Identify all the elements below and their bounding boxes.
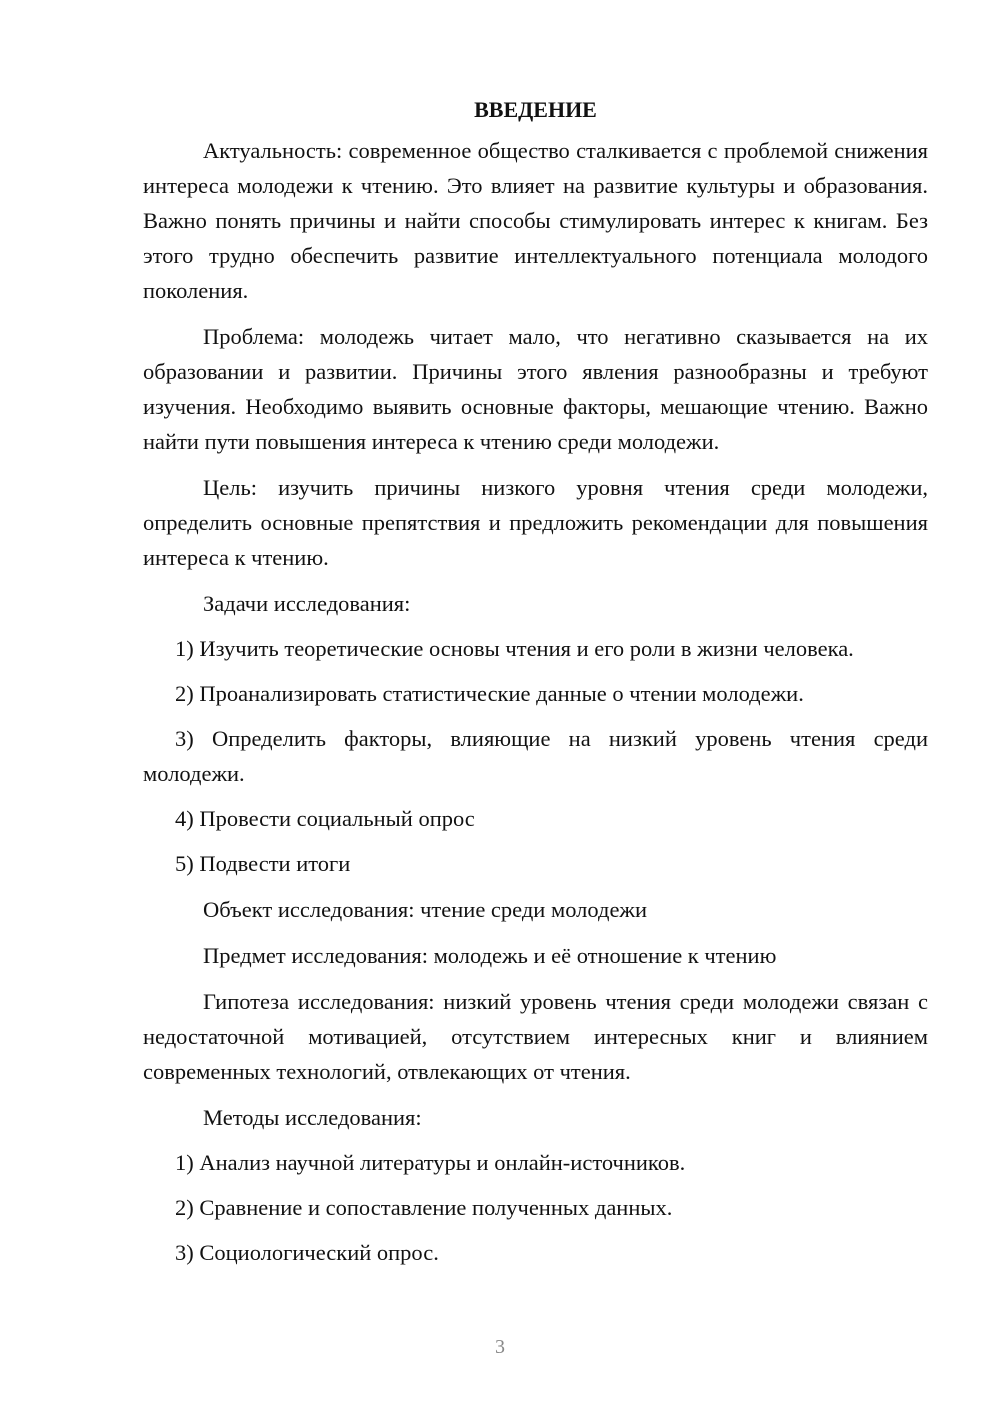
goal-paragraph: Цель: изучить причины низкого уровня чтения среди молодежи, определить основные препятствия и предложить рекомендации для повышения интереса к чтению.	[143, 475, 928, 570]
task-item-1: 1) Изучить теоретические основы чтения и его роли в жизни человека.	[175, 636, 854, 661]
task-item-5: 5) Подвести итоги	[175, 851, 351, 876]
subject-line: Предмет исследования: молодежь и её отношение к чтению	[203, 943, 777, 968]
method-item-2: 2) Сравнение и сопоставление полученных данных.	[175, 1195, 673, 1220]
page-title: ВВЕДЕНИЕ	[474, 97, 597, 122]
methods-heading: Методы исследования:	[203, 1105, 422, 1130]
tasks-heading: Задачи исследования:	[203, 591, 411, 616]
object-line: Объект исследования: чтение среди молодежи	[203, 897, 648, 922]
hypothesis-paragraph: Гипотеза исследования: низкий уровень чтения среди молодежи связан с недостаточной мотивацией, отсутствием интересных книг и влиянием современных технологий, отвлекающих от чтения.	[143, 989, 928, 1084]
problem-paragraph: Проблема: молодежь читает мало, что негативно сказывается на их образовании и развитии. Причины этого явления разнообразны и требуют изучения. Необходимо выявить основные факторы, мешающие чтению. Важно найти пути повышения интереса к чтению среди молодежи.	[143, 324, 928, 454]
relevance-paragraph: Актуальность: современное общество сталкивается с проблемой снижения интереса молодежи к чтению. Это влияет на развитие культуры и образования. Важно понять причины и найти способы стимулировать интерес к книгам. Без этого трудно обеспечить развитие интеллектуального потенциала молодого поколения.	[143, 138, 928, 303]
page-number: 3	[495, 1336, 505, 1358]
method-item-3: 3) Социологический опрос.	[175, 1240, 439, 1265]
task-item-2: 2) Проанализировать статистические данные о чтении молодежи.	[175, 681, 804, 706]
method-item-1: 1) Анализ научной литературы и онлайн-источников.	[175, 1150, 686, 1175]
task-item-3: 3) Определить факторы, влияющие на низкий уровень чтения среди молодежи.	[143, 726, 928, 786]
document-body	[143, 92, 928, 1270]
task-item-4: 4) Провести социальный опрос	[175, 806, 475, 831]
